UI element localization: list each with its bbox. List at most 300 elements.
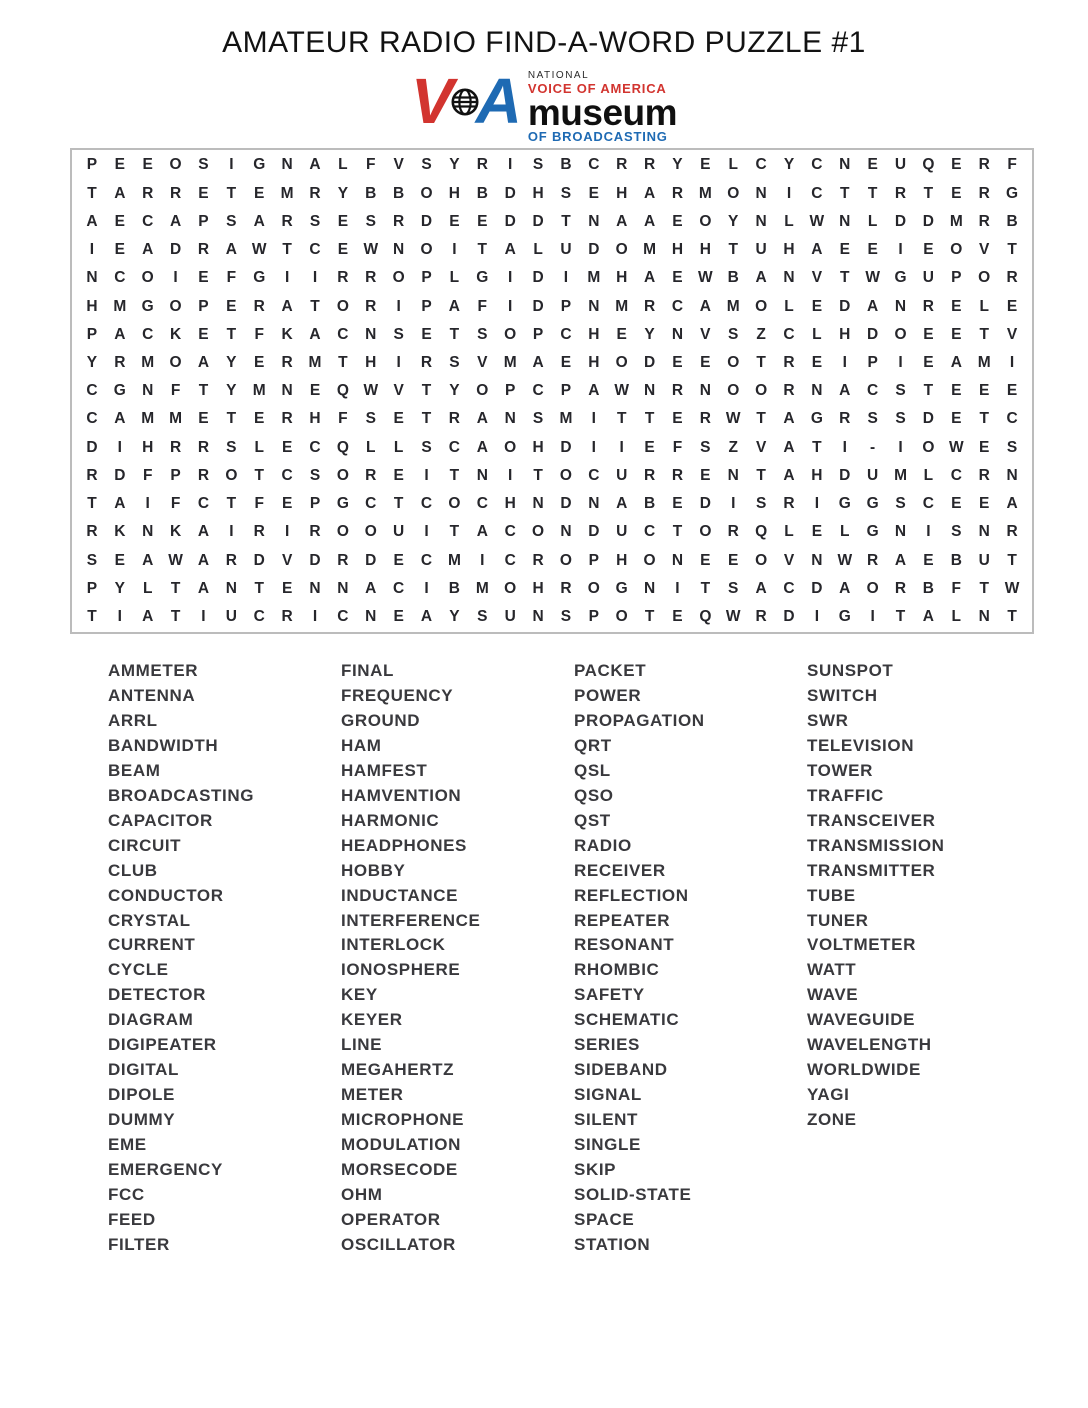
word-item: WAVE	[807, 985, 859, 1005]
grid-cell: A	[197, 523, 210, 541]
grid-cell: E	[811, 354, 823, 371]
grid-cell: A	[476, 410, 488, 428]
word-item: AMMETER	[108, 661, 199, 680]
grid-cell: I	[480, 551, 485, 569]
grid-cell: D	[253, 551, 265, 569]
grid-cell: E	[700, 354, 711, 371]
word-item: HOBBY	[341, 860, 406, 880]
word-item: TRANSCEIVER	[807, 810, 936, 830]
word-item: ANTENNA	[108, 685, 196, 705]
grid-cell: P	[86, 579, 98, 597]
grid-cell: T	[923, 382, 934, 400]
grid-cell: S	[309, 466, 321, 484]
grid-cell: Q	[755, 523, 768, 541]
grid-cell: N	[142, 523, 154, 541]
grid-cell: E	[839, 241, 850, 259]
grid-cell: F	[142, 466, 153, 484]
grid-cell: T	[449, 325, 460, 343]
grid-cell: I	[89, 241, 95, 259]
grid-cell: O	[755, 297, 768, 315]
grid-cell: P	[588, 608, 599, 626]
word-item: CYCLE	[108, 960, 169, 980]
grid-cell: I	[145, 495, 150, 513]
grid-cell: O	[364, 523, 377, 541]
grid-cell: B	[950, 551, 962, 569]
grid-cell: L	[951, 608, 962, 626]
grid-cell: M	[615, 297, 629, 315]
word-item: TRANSMISSION	[807, 835, 945, 855]
grid-cell: O	[615, 354, 628, 371]
grid-cell: E	[811, 297, 823, 315]
word-item: CLUB	[108, 860, 158, 880]
grid-cell: R	[281, 212, 293, 230]
grid-cell: O	[615, 241, 628, 259]
grid-cell: G	[866, 495, 879, 513]
grid-cell: H	[532, 438, 544, 456]
grid-cell: O	[504, 325, 517, 343]
grid-cell: E	[951, 410, 962, 428]
grid-cell: E	[281, 438, 293, 456]
grid-cell: G	[1006, 184, 1019, 202]
grid-cell: E	[254, 354, 265, 371]
grid-cell: R	[643, 466, 656, 484]
grid-cell: R	[894, 579, 907, 597]
logo-broadcasting-label: OF BROADCASTING	[527, 129, 668, 144]
grid-cell: A	[755, 269, 767, 287]
grid-cell: S	[895, 410, 906, 428]
grid-cell: M	[447, 551, 461, 569]
grid-cell: H	[448, 184, 460, 202]
grid-cell: C	[1006, 410, 1018, 428]
grid-cell: A	[86, 212, 98, 230]
word-item: WATT	[807, 960, 857, 980]
grid-cell: G	[253, 156, 266, 174]
grid-cell: Q	[336, 382, 349, 400]
word-item: DIPOLE	[108, 1085, 175, 1105]
grid-cell: R	[86, 523, 98, 541]
grid-cell: W	[1004, 579, 1020, 597]
grid-cell: M	[475, 579, 489, 597]
grid-cell: Y	[86, 354, 98, 371]
grid-cell: E	[588, 184, 599, 202]
grid-cell: E	[672, 495, 683, 513]
grid-cell: E	[672, 410, 683, 428]
grid-cell: N	[588, 297, 600, 315]
grid-cell: E	[951, 184, 962, 202]
grid-cell: D	[588, 523, 600, 541]
grid-cell: S	[532, 156, 544, 174]
word-item: KEYER	[341, 1010, 403, 1030]
grid-cell: F	[338, 410, 348, 428]
word-item: FILTER	[108, 1234, 170, 1254]
word-item: FCC	[108, 1185, 145, 1205]
grid-cell: D	[420, 212, 433, 230]
grid-cell: C	[755, 156, 767, 174]
grid-cell: C	[420, 495, 433, 513]
grid-cell: V	[477, 354, 488, 371]
grid-cell: N	[281, 156, 293, 174]
grid-cell: A	[811, 241, 823, 259]
grid-cell: E	[979, 382, 990, 400]
word-item: HAMFEST	[341, 760, 428, 780]
grid-cell: E	[281, 579, 293, 597]
grid-cell: L	[366, 438, 376, 456]
grid-cell: Q	[336, 438, 349, 456]
grid-cell: K	[169, 325, 182, 343]
grid-cell: I	[898, 354, 903, 371]
word-item: MORSECODE	[341, 1160, 458, 1180]
grid-cell: R	[448, 410, 460, 428]
grid-cell: I	[898, 241, 903, 259]
grid-cell: N	[671, 551, 684, 569]
logo-letter-a: A	[475, 65, 520, 137]
word-item: WAVEGUIDE	[807, 1010, 916, 1030]
word-item: QST	[574, 810, 611, 830]
grid-cell: S	[421, 156, 432, 174]
grid-cell: E	[421, 325, 432, 343]
grid-cell: T	[756, 354, 766, 371]
grid-cell: R	[1006, 269, 1018, 287]
grid-cell: A	[783, 410, 795, 428]
word-item: TOWER	[807, 760, 873, 780]
grid-cell: P	[198, 212, 209, 230]
grid-cell: A	[616, 212, 628, 230]
grid-cell: U	[504, 608, 516, 626]
grid-cell: S	[895, 382, 906, 400]
grid-cell: E	[811, 523, 823, 541]
grid-cell: C	[337, 608, 349, 626]
grid-cell: R	[337, 269, 349, 287]
grid-cell: T	[226, 410, 237, 428]
grid-cell: S	[449, 354, 460, 371]
grid-cell: D	[894, 212, 907, 230]
grid-cell: C	[588, 466, 600, 484]
grid-cell: R	[197, 438, 210, 456]
word-item: METER	[341, 1085, 404, 1105]
word-item: VOLTMETER	[807, 935, 916, 955]
grid-cell: E	[281, 495, 293, 513]
grid-cell: R	[309, 523, 321, 541]
grid-cell: T	[979, 325, 989, 343]
grid-cell: S	[365, 212, 376, 230]
grid-cell: I	[814, 495, 820, 513]
grid-cell: I	[675, 579, 680, 597]
grid-cell: S	[198, 156, 209, 174]
grid-cell: I	[229, 156, 234, 174]
grid-cell: D	[588, 241, 600, 259]
grid-cell: E	[337, 212, 349, 230]
grid-cell: K	[281, 325, 293, 343]
grid-cell: B	[393, 184, 405, 202]
grid-cell: I	[396, 297, 401, 315]
word-item: SOLID-STATE	[574, 1185, 692, 1205]
word-item: ARRL	[108, 710, 158, 730]
grid-cell: I	[508, 269, 513, 287]
grid-cell: I	[926, 523, 931, 541]
grid-cell: I	[591, 410, 596, 428]
grid-cell: S	[951, 523, 962, 541]
grid-cell: M	[503, 354, 517, 371]
grid-cell: C	[281, 466, 293, 484]
grid-cell: U	[867, 466, 879, 484]
logo-letter-v: V	[410, 65, 452, 137]
grid-cell: S	[1006, 438, 1018, 456]
grid-cell: V	[783, 551, 795, 569]
grid-cell: R	[783, 354, 795, 371]
grid-cell: E	[979, 495, 990, 513]
word-item: INTERLOCK	[341, 935, 446, 955]
grid-cell: H	[839, 325, 851, 343]
grid-cell: S	[309, 212, 321, 230]
grid-cell: I	[424, 466, 429, 484]
grid-cell: O	[643, 551, 656, 569]
grid-cell: R	[169, 184, 182, 202]
grid-cell: A	[309, 325, 321, 343]
word-column	[807, 659, 1040, 1258]
grid-cell: T	[533, 466, 543, 484]
grid-cell: Y	[449, 382, 460, 400]
grid-cell: R	[197, 466, 210, 484]
grid-cell: R	[1006, 523, 1018, 541]
grid-cell: T	[87, 608, 97, 626]
grid-cell: L	[338, 156, 348, 174]
grid-cell: T	[477, 241, 488, 259]
logo-museum-label: museum	[527, 92, 678, 133]
logo-text-block	[528, 68, 677, 144]
grid-cell: L	[812, 325, 822, 343]
grid-cell: D	[643, 354, 656, 371]
grid-cell: G	[838, 495, 851, 513]
grid-cell: I	[814, 608, 820, 626]
grid-cell: I	[424, 579, 429, 597]
grid-cell: A	[643, 269, 656, 287]
grid-cell: C	[365, 495, 377, 513]
grid-cell: E	[560, 354, 572, 371]
grid-cell: W	[725, 410, 741, 428]
grid-cell: A	[922, 608, 934, 626]
word-item: CIRCUIT	[108, 835, 182, 855]
word-item: RECEIVER	[574, 860, 666, 880]
grid-cell: G	[336, 495, 349, 513]
grid-cell: A	[699, 297, 711, 315]
grid-cell: F	[254, 495, 264, 513]
grid-cell: V	[755, 438, 767, 456]
grid-cell: A	[420, 608, 433, 626]
grid-cell: A	[476, 438, 488, 456]
grid-cell: A	[476, 523, 488, 541]
grid-cell: R	[616, 156, 628, 174]
grid-cell: O	[420, 241, 433, 259]
grid-cell: S	[226, 212, 237, 230]
grid-cell: L	[533, 241, 543, 259]
word-item: DIGIPEATER	[108, 1035, 217, 1055]
word-item: PACKET	[574, 661, 647, 680]
grid-cell: N	[811, 382, 823, 400]
word-item: HARMONIC	[341, 810, 440, 830]
grid-cell: T	[198, 382, 209, 400]
grid-cell: R	[560, 579, 572, 597]
grid-cell: O	[504, 438, 517, 456]
grid-cell: D	[504, 212, 516, 230]
grid-cell: E	[477, 212, 488, 230]
grid-cell: H	[588, 325, 600, 343]
grid-cell: R	[978, 466, 990, 484]
grid-cell: G	[476, 269, 489, 287]
grid-cell: U	[616, 523, 628, 541]
grid-cell: T	[254, 579, 264, 597]
word-item: WAVELENGTH	[807, 1035, 932, 1055]
grid-cell: E	[951, 495, 962, 513]
grid-cell: N	[393, 241, 405, 259]
grid-cell: N	[365, 325, 377, 343]
grid-cell: G	[894, 269, 907, 287]
grid-cell: A	[197, 579, 210, 597]
grid-cell: R	[169, 438, 182, 456]
word-item: HAMVENTION	[341, 785, 462, 805]
grid-cell: M	[252, 382, 266, 400]
grid-cell: D	[783, 608, 795, 626]
grid-cell: H	[783, 241, 795, 259]
grid-cell: T	[226, 184, 237, 202]
grid-cell: A	[281, 297, 293, 315]
grid-cell: E	[923, 551, 934, 569]
grid-cell: T	[616, 410, 627, 428]
grid-cell: H	[532, 579, 544, 597]
grid-cell: P	[867, 354, 878, 371]
grid-cell: N	[643, 579, 656, 597]
grid-cell: W	[251, 241, 267, 259]
grid-cell: T	[979, 410, 989, 428]
grid-cell: V	[281, 551, 293, 569]
grid-cell: G	[113, 382, 126, 400]
grid-cell: M	[308, 354, 322, 371]
word-item: TUBE	[807, 885, 856, 905]
word-item: SILENT	[574, 1110, 639, 1130]
word-item: FEED	[108, 1209, 156, 1229]
word-item: OHM	[341, 1185, 383, 1205]
grid-cell: A	[783, 466, 795, 484]
grid-cell: C	[142, 212, 154, 230]
voa-logo-mark	[410, 65, 520, 137]
grid-cell: C	[253, 608, 265, 626]
grid-cell: S	[86, 551, 98, 569]
grid-cell: V	[1006, 325, 1018, 343]
grid-cell: B	[476, 184, 488, 202]
grid-cell: T	[282, 241, 292, 259]
grid-cell: S	[226, 438, 237, 456]
grid-cell: H	[616, 551, 628, 569]
word-item: POWER	[574, 685, 642, 705]
word-item: STATION	[574, 1234, 651, 1254]
grid-cell: T	[756, 410, 766, 428]
grid-cell: Y	[114, 579, 125, 597]
grid-cell: I	[842, 438, 847, 456]
word-item: INDUCTANCE	[341, 885, 459, 905]
grid-cell: I	[284, 523, 290, 541]
grid-cell: N	[86, 269, 98, 287]
grid-cell: E	[198, 410, 209, 428]
word-item: SIDEBAND	[574, 1060, 668, 1080]
grid-cell: H	[616, 184, 628, 202]
grid-cell: D	[532, 212, 544, 230]
word-item: FINAL	[341, 661, 395, 680]
grid-cell: S	[532, 410, 544, 428]
grid-cell: R	[142, 184, 154, 202]
grid-cell: I	[591, 438, 596, 456]
grid-cell: C	[86, 410, 98, 428]
grid-cell: F	[366, 156, 376, 174]
grid-cell: A	[867, 297, 879, 315]
grid-cell: E	[700, 156, 711, 174]
grid-cell: I	[508, 466, 513, 484]
grid-cell: T	[1007, 241, 1017, 259]
grid-cell: W	[837, 551, 853, 569]
grid-cell: V	[979, 241, 990, 259]
grid-cell: N	[532, 608, 544, 626]
grid-cell: R	[867, 551, 879, 569]
grid-cell: I	[424, 523, 429, 541]
grid-cell: T	[393, 495, 404, 513]
grid-cell: L	[979, 297, 989, 315]
grid-cell: I	[312, 608, 318, 626]
grid-cell: A	[755, 579, 767, 597]
grid-cell: A	[114, 410, 126, 428]
grid-cell: F	[672, 438, 683, 456]
grid-cell: A	[169, 212, 182, 230]
word-column	[574, 659, 807, 1258]
word-item: CAPACITOR	[108, 810, 213, 830]
grid-cell: K	[169, 523, 182, 541]
word-item: GROUND	[341, 710, 421, 730]
grid-cell: O	[559, 466, 572, 484]
grid-cell: D	[532, 297, 544, 315]
grid-cell: F	[951, 579, 962, 597]
grid-cell: I	[1009, 354, 1015, 371]
globe-icon	[450, 87, 480, 122]
grid-cell: Y	[644, 325, 655, 343]
grid-cell: A	[504, 241, 516, 259]
grid-cell: E	[393, 608, 404, 626]
grid-cell: S	[393, 325, 404, 343]
grid-cell: R	[365, 269, 377, 287]
grid-cell: N	[978, 608, 990, 626]
grid-cell: R	[420, 354, 433, 371]
grid-cell: W	[948, 438, 964, 456]
grid-cell: E	[1006, 297, 1018, 315]
grid-cell: C	[560, 325, 572, 343]
grid-cell: R	[393, 212, 405, 230]
grid-cell: N	[588, 212, 600, 230]
grid-cell: M	[559, 410, 573, 428]
grid-cell: S	[728, 579, 739, 597]
grid-cell: C	[393, 579, 405, 597]
word-item: TELEVISION	[807, 735, 915, 755]
grid-cell: T	[867, 184, 878, 202]
grid-cell: I	[117, 608, 122, 626]
word-item: YAGI	[807, 1085, 850, 1105]
grid-cell: E	[254, 184, 265, 202]
word-column	[341, 659, 574, 1258]
grid-cell: N	[643, 382, 656, 400]
grid-cell: V	[393, 382, 404, 400]
grid-cell: P	[421, 269, 432, 287]
grid-cell: P	[560, 382, 572, 400]
word-item: DIAGRAM	[108, 1010, 194, 1030]
grid-cell: A	[309, 156, 321, 174]
grid-cell: R	[253, 297, 265, 315]
word-item: KEY	[341, 985, 378, 1005]
grid-cell: D	[86, 438, 98, 456]
